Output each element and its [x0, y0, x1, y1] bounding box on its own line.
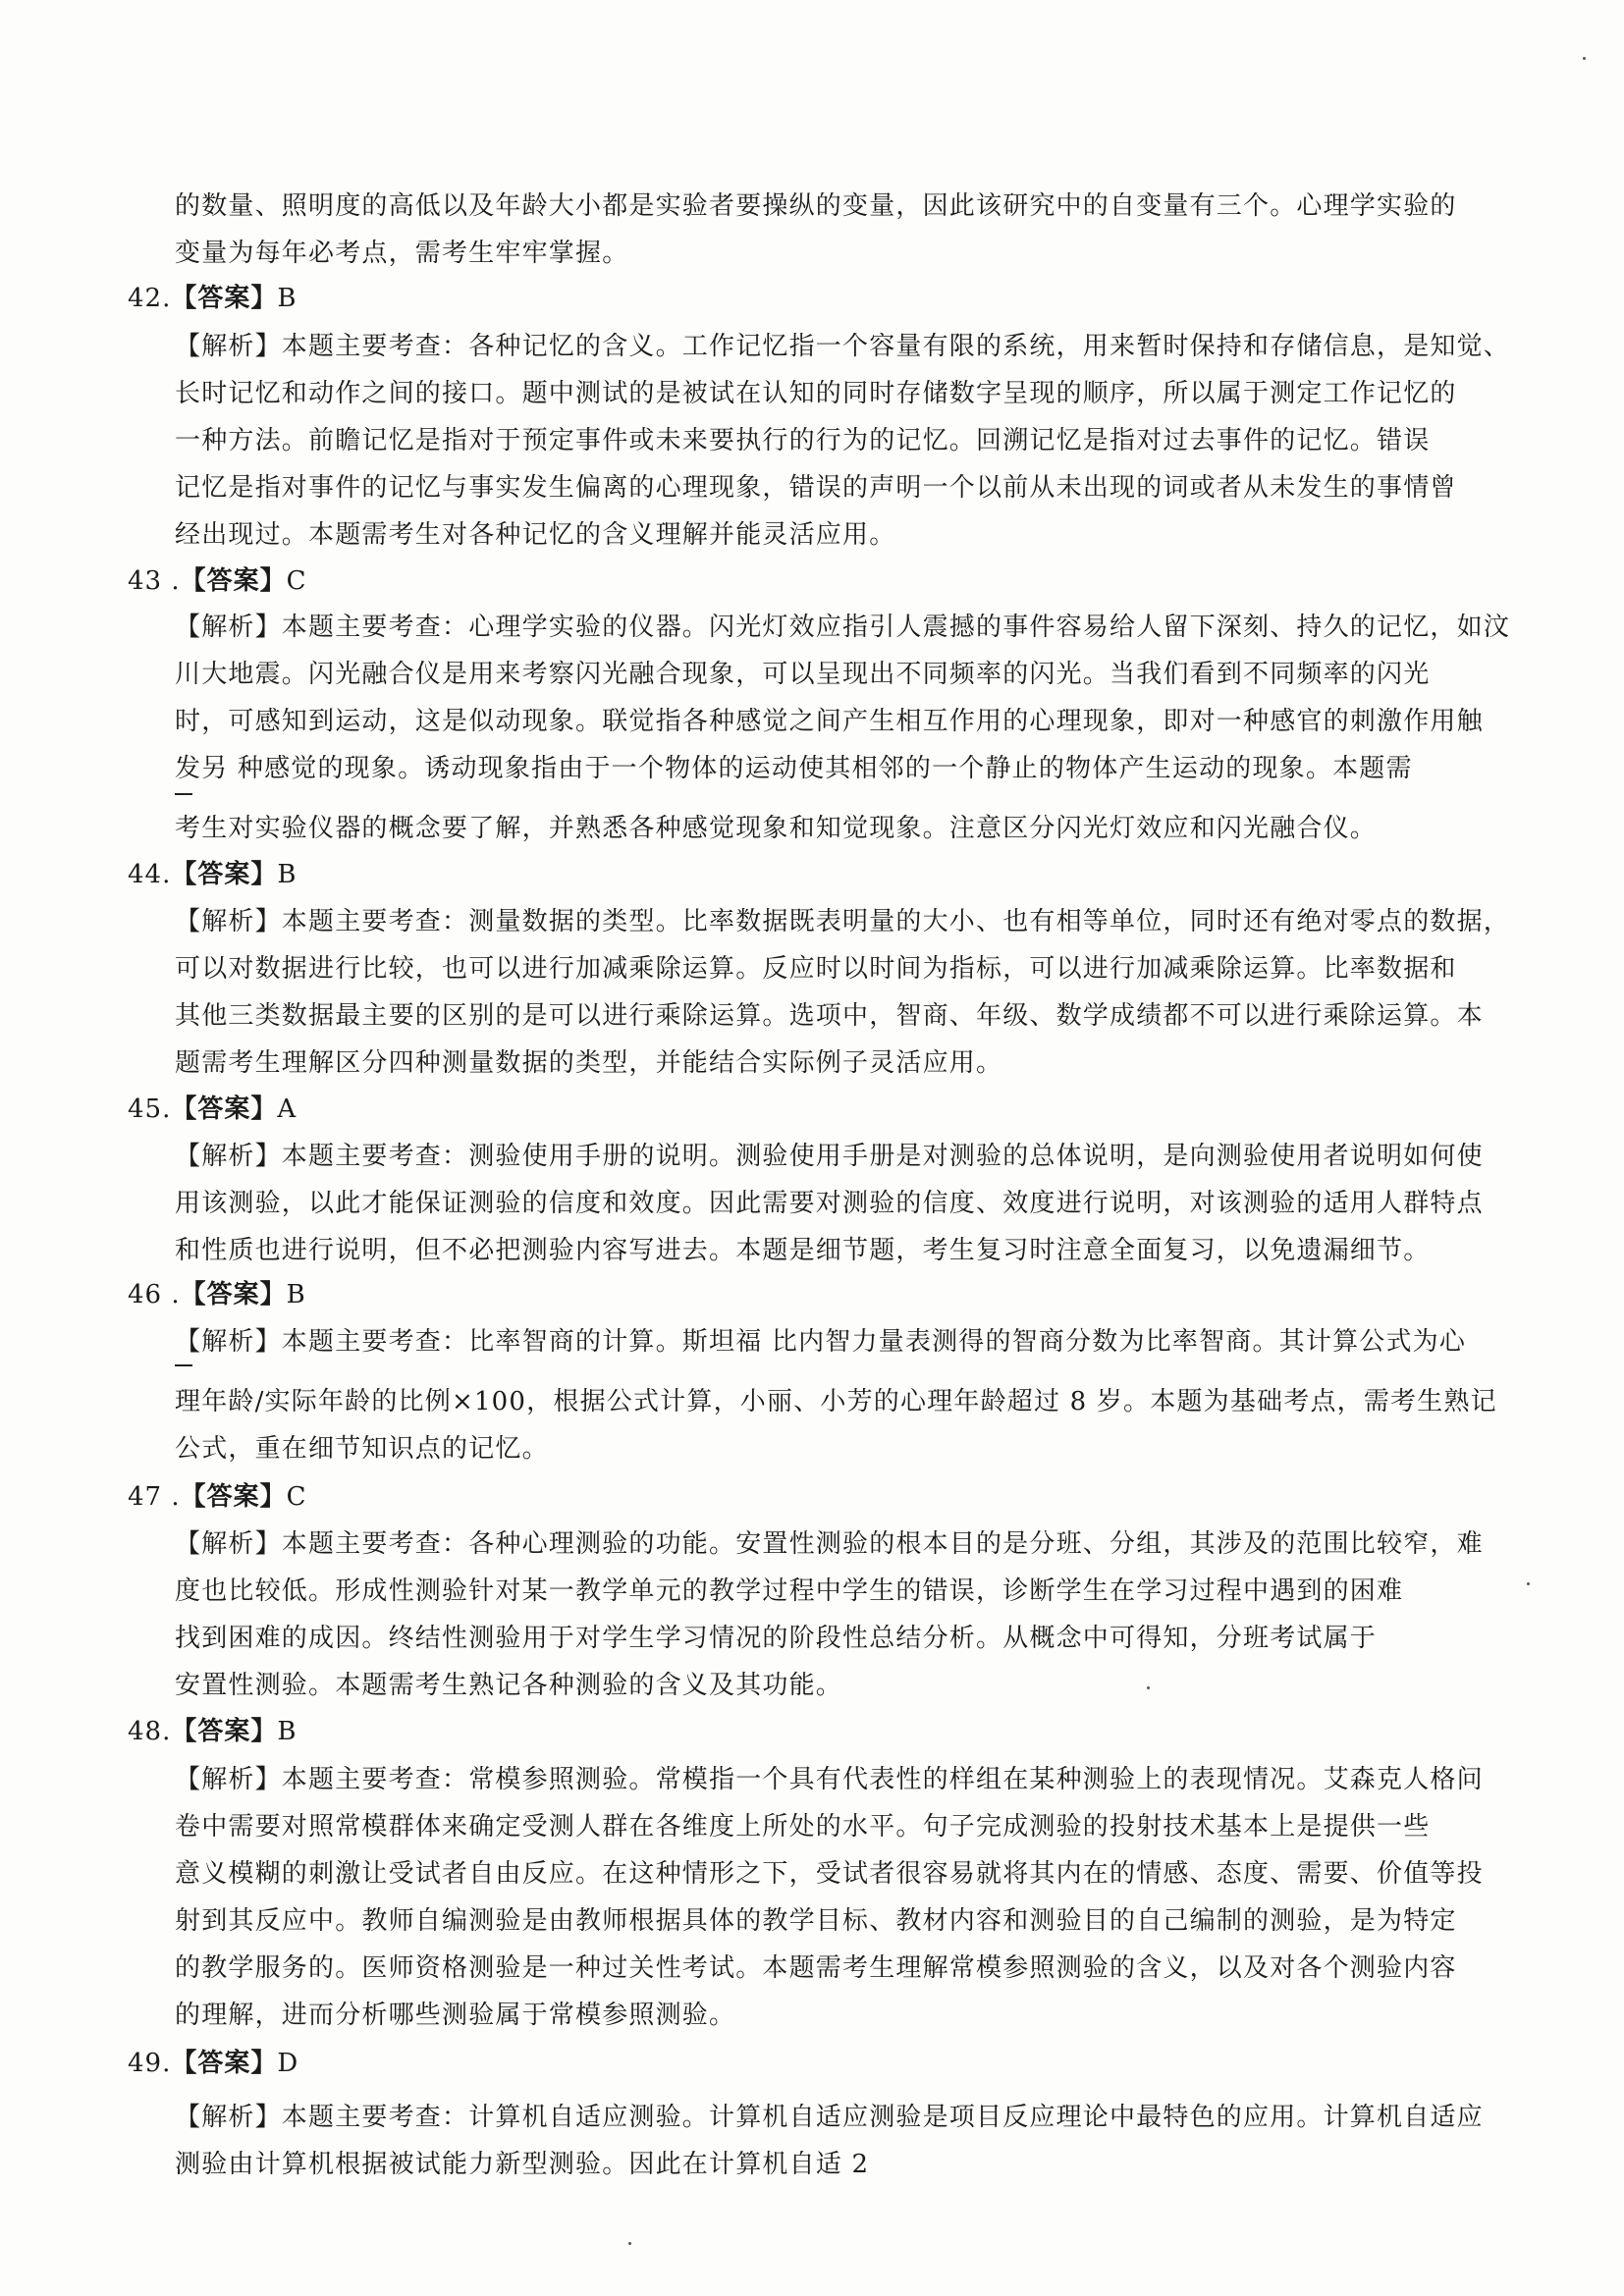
- stray-dash-mark: [175, 793, 192, 795]
- explanation-line: 经出现过。本题需考生对各种记忆的含义理解并能灵活应用。: [175, 520, 896, 550]
- answer-value: B: [277, 284, 298, 313]
- paragraph-line: 的数量、照明度的高低以及年龄大小都是实验者要操纵的变量，因此该研究中的自变量有三个。心理学实验的: [175, 191, 1457, 221]
- question-number: 49.: [128, 2049, 172, 2078]
- explanation-line: 一种方法。前瞻记忆是指对于预定事件或未来要执行的行为的记忆。回溯记忆是指对过去事件的记忆。错误: [175, 426, 1431, 455]
- explanation-line: 题需考生理解区分四种测量数据的类型，并能结合实际例子灵活应用。: [175, 1048, 1003, 1078]
- answer-line-45: [128, 1093, 297, 1126]
- explanation-line: 理年龄/实际年龄的比例×100，根据公式计算，小丽、小芳的心理年龄超过 8 岁。本题为基础考点，需考生熟记: [175, 1387, 1497, 1416]
- explanation-line: 公式，重在细节知识点的记忆。: [175, 1434, 549, 1464]
- answer-line-48: [128, 1715, 297, 1748]
- question-number: 43 .: [128, 566, 181, 596]
- explanation-line: 发另 种感觉的现象。诱动现象指由于一个物体的运动使其相邻的一个静止的物体产生运动的现象。本题需: [175, 754, 1413, 783]
- question-number: 42.: [128, 284, 172, 313]
- answer-value: B: [277, 860, 298, 889]
- answer-label: 【答案】: [180, 1280, 287, 1309]
- explanation-line: 【解析】本题主要考查：心理学实验的仪器。闪光灯效应指引人震撼的事件容易给人留下深刻、持久的记忆，如汶: [175, 613, 1511, 642]
- explanation-line: 【解析】本题主要考查：计算机自适应测验。计算机自适应测验是项目反应理论中最特色的应用。计算机自适应: [175, 2103, 1484, 2132]
- explanation-line: 长时记忆和动作之间的接口。题中测试的是被试在认知的同时存储数字呈现的顺序，所以属于测定工作记忆的: [175, 379, 1457, 408]
- explanation-line: 和性质也进行说明，但不必把测验内容写进去。本题是细节题，考生复习时注意全面复习，以免遗漏细节。: [175, 1236, 1431, 1265]
- answer-label: 【答案】: [171, 860, 278, 889]
- question-number: 44.: [128, 860, 172, 889]
- question-number: 47 .: [128, 1482, 181, 1512]
- scan-speck: [1527, 1582, 1530, 1585]
- scan-speck: [1147, 1686, 1150, 1689]
- question-number: 48.: [128, 1717, 172, 1746]
- explanation-line: 卷中需要对照常模群体来确定受测人群在各维度上所处的水平。句子完成测验的投射技术基本上是提供一些: [175, 1812, 1431, 1842]
- answer-value: A: [277, 1095, 298, 1124]
- explanation-line: 的理解，进而分析哪些测验属于常模参照测验。: [175, 2001, 736, 2030]
- explanation-line: 的教学服务的。医师资格测验是一种过关性考试。本题需考生理解常模参照测验的含义，以及对各个测验内容: [175, 1953, 1457, 1983]
- answer-value: D: [277, 2049, 299, 2078]
- explanation-line: 射到其反应中。教师自编测验是由教师根据具体的教学目标、教材内容和测验目的自己编制的测验，是为特定: [175, 1906, 1457, 1936]
- answer-line-49: [128, 2047, 298, 2080]
- explanation-line: 找到困难的成因。终结性测验用于对学生学习情况的阶段性总结分析。从概念中可得知，分班考试属于: [175, 1624, 1378, 1653]
- explanation-line: 【解析】本题主要考查：测量数据的类型。比率数据既表明量的大小、也有相等单位，同时还有绝对零点的数据，: [175, 907, 1511, 936]
- answer-value: B: [286, 1280, 306, 1309]
- paragraph-line: 变量为每年必考点，需考生牢牢掌握。: [175, 239, 629, 268]
- explanation-line: 【解析】本题主要考查：常模参照测验。常模指一个具有代表性的样组在某种测验上的表现情况。艾森克人格问: [175, 1765, 1484, 1794]
- answer-line-42: [128, 282, 297, 315]
- answer-line-43: [128, 564, 307, 598]
- answer-value: C: [286, 1482, 307, 1512]
- explanation-line: 【解析】本题主要考查：比率智商的计算。斯坦福 比内智力量表测得的智商分数为比率智商。其计算公式为心: [175, 1327, 1467, 1357]
- answer-line-44: [128, 858, 297, 891]
- scan-speck: [1583, 57, 1586, 60]
- scan-speck: [628, 2242, 631, 2245]
- answer-label: 【答案】: [180, 1482, 287, 1512]
- answer-line-46: [128, 1278, 306, 1311]
- answer-label: 【答案】: [180, 566, 287, 596]
- explanation-line: 川大地震。闪光融合仪是用来考察闪光融合现象，可以呈现出不同频率的闪光。当我们看到不同频率的闪光: [175, 660, 1431, 689]
- explanation-line: 可以对数据进行比较，也可以进行加减乘除运算。反应时以时间为指标，可以进行加减乘除运算。比率数据和: [175, 954, 1457, 984]
- explanation-line: 记忆是指对事件的记忆与事实发生偏离的心理现象，错误的声明一个以前从未出现的词或者从未发生的事情曾: [175, 473, 1457, 503]
- answer-label: 【答案】: [171, 1717, 278, 1746]
- answer-label: 【答案】: [171, 1095, 278, 1124]
- answer-line-47: [128, 1480, 307, 1514]
- explanation-line: 【解析】本题主要考查：各种记忆的含义。工作记忆指一个容量有限的系统，用来暂时保持和存储信息，是知觉、: [175, 332, 1511, 361]
- explanation-line: 度也比较低。形成性测验针对某一教学单元的教学过程中学生的错误，诊断学生在学习过程中遇到的困难: [175, 1576, 1404, 1606]
- explanation-line: 测验由计算机根据被试能力新型测验。因此在计算机自适 2: [175, 2150, 870, 2179]
- explanation-line: 【解析】本题主要考查：各种心理测验的功能。安置性测验的根本目的是分班、分组，其涉及的范围比较窄，难: [175, 1529, 1484, 1559]
- explanation-line: 考生对实验仪器的概念要了解，并熟悉各种感觉现象和知觉现象。注意区分闪光灯效应和闪光融合仪。: [175, 814, 1378, 843]
- answer-label: 【答案】: [171, 284, 278, 313]
- question-number: 46 .: [128, 1280, 181, 1309]
- stray-dash-mark: [175, 1364, 192, 1366]
- question-number: 45.: [128, 1095, 172, 1124]
- answer-value: C: [286, 566, 307, 596]
- explanation-line: 其他三类数据最主要的区别的是可以进行乘除运算。选项中，智商、年级、数学成绩都不可以进行乘除运算。本: [175, 1001, 1484, 1031]
- explanation-line: 时，可感知到运动，这是似动现象。联觉指各种感觉之间产生相互作用的心理现象，即对一种感官的刺激作用触: [175, 707, 1484, 736]
- explanation-line: 【解析】本题主要考查：测验使用手册的说明。测验使用手册是对测验的总体说明，是向测验使用者说明如何使: [175, 1142, 1484, 1171]
- explanation-line: 安置性测验。本题需考生熟记各种测验的含义及其功能。: [175, 1671, 843, 1700]
- answer-value: B: [277, 1717, 298, 1746]
- explanation-line: 用该测验，以此才能保证测验的信度和效度。因此需要对测验的信度、效度进行说明，对该测验的适用人群特点: [175, 1189, 1484, 1218]
- answer-label: 【答案】: [171, 2049, 278, 2078]
- explanation-line: 意义模糊的刺激让受试者自由反应。在这种情形之下，受试者很容易就将其内在的情感、态度、需要、价值等投: [175, 1859, 1484, 1889]
